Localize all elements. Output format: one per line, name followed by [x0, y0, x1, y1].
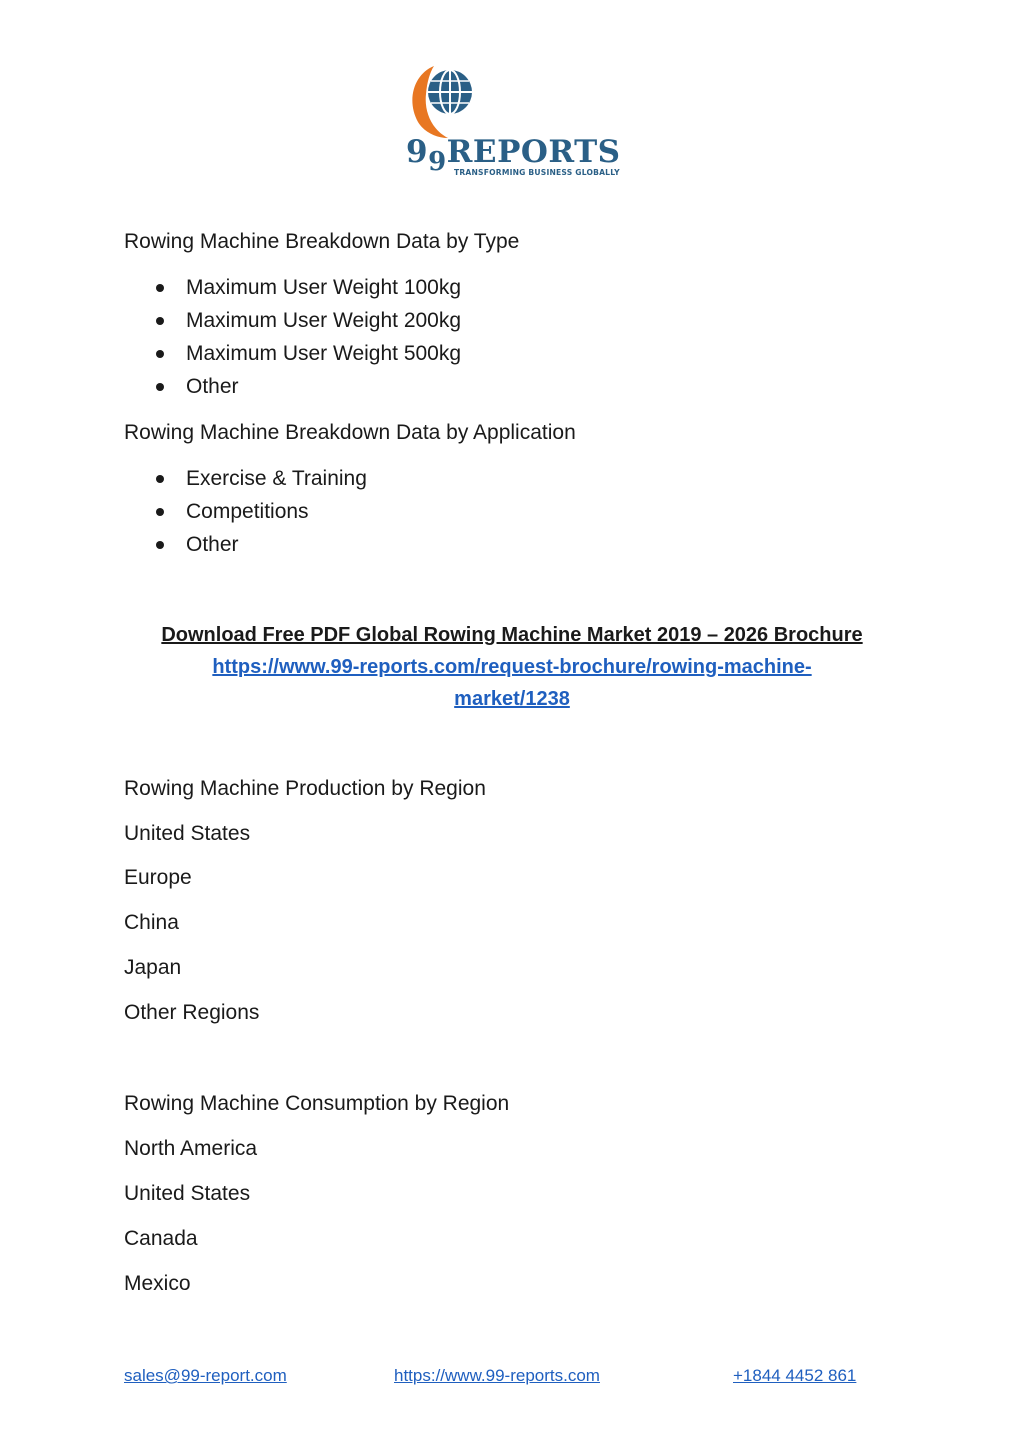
region-item: China: [124, 911, 179, 934]
region-item: Other Regions: [124, 1001, 260, 1024]
list-item: Competitions: [124, 499, 367, 532]
brochure-link-line2[interactable]: market/1238: [454, 688, 570, 710]
region-item: Japan: [124, 956, 182, 979]
footer-website-link[interactable]: https://www.99-reports.com: [394, 1366, 600, 1385]
list-item: Maximum User Weight 500kg: [124, 341, 461, 374]
brand-logo: [404, 60, 624, 182]
consumption-heading: Rowing Machine Consumption by Region: [124, 1092, 510, 1115]
brand-tagline: TRANSFORMING BUSINESS GLOBALLY: [454, 168, 620, 177]
list-item: Exercise & Training: [124, 466, 367, 499]
list-item: Other: [124, 532, 367, 565]
footer-email-link[interactable]: sales@99-report.com: [124, 1366, 287, 1385]
type-list: [124, 275, 461, 407]
globe-swoosh-icon: [404, 60, 480, 140]
region-item: Europe: [124, 866, 192, 889]
region-item: United States: [124, 1182, 251, 1205]
footer-phone-link[interactable]: +1844 4452 861: [733, 1366, 857, 1385]
brand-prefix-b: 9: [428, 147, 447, 177]
brand-prefix-a: 9: [406, 134, 429, 170]
brochure-title: Download Free PDF Global Rowing Machine Market 2019 – 2026 Brochure: [161, 624, 863, 646]
type-heading: Rowing Machine Breakdown Data by Type: [124, 230, 520, 253]
brand-name: REPORTS: [446, 134, 621, 170]
region-item: Canada: [124, 1227, 198, 1250]
production-heading: Rowing Machine Production by Region: [124, 777, 486, 800]
application-heading: Rowing Machine Breakdown Data by Application: [124, 421, 576, 444]
list-item: Maximum User Weight 100kg: [124, 275, 461, 308]
brochure-link-line1[interactable]: https://www.99-reports.com/request-brochure/rowing-machine-: [212, 656, 812, 678]
region-item: Mexico: [124, 1272, 191, 1295]
list-item: Maximum User Weight 200kg: [124, 308, 461, 341]
application-list: [124, 466, 367, 565]
list-item: Other: [124, 374, 461, 407]
region-item: North America: [124, 1137, 258, 1160]
region-item: United States: [124, 822, 251, 845]
